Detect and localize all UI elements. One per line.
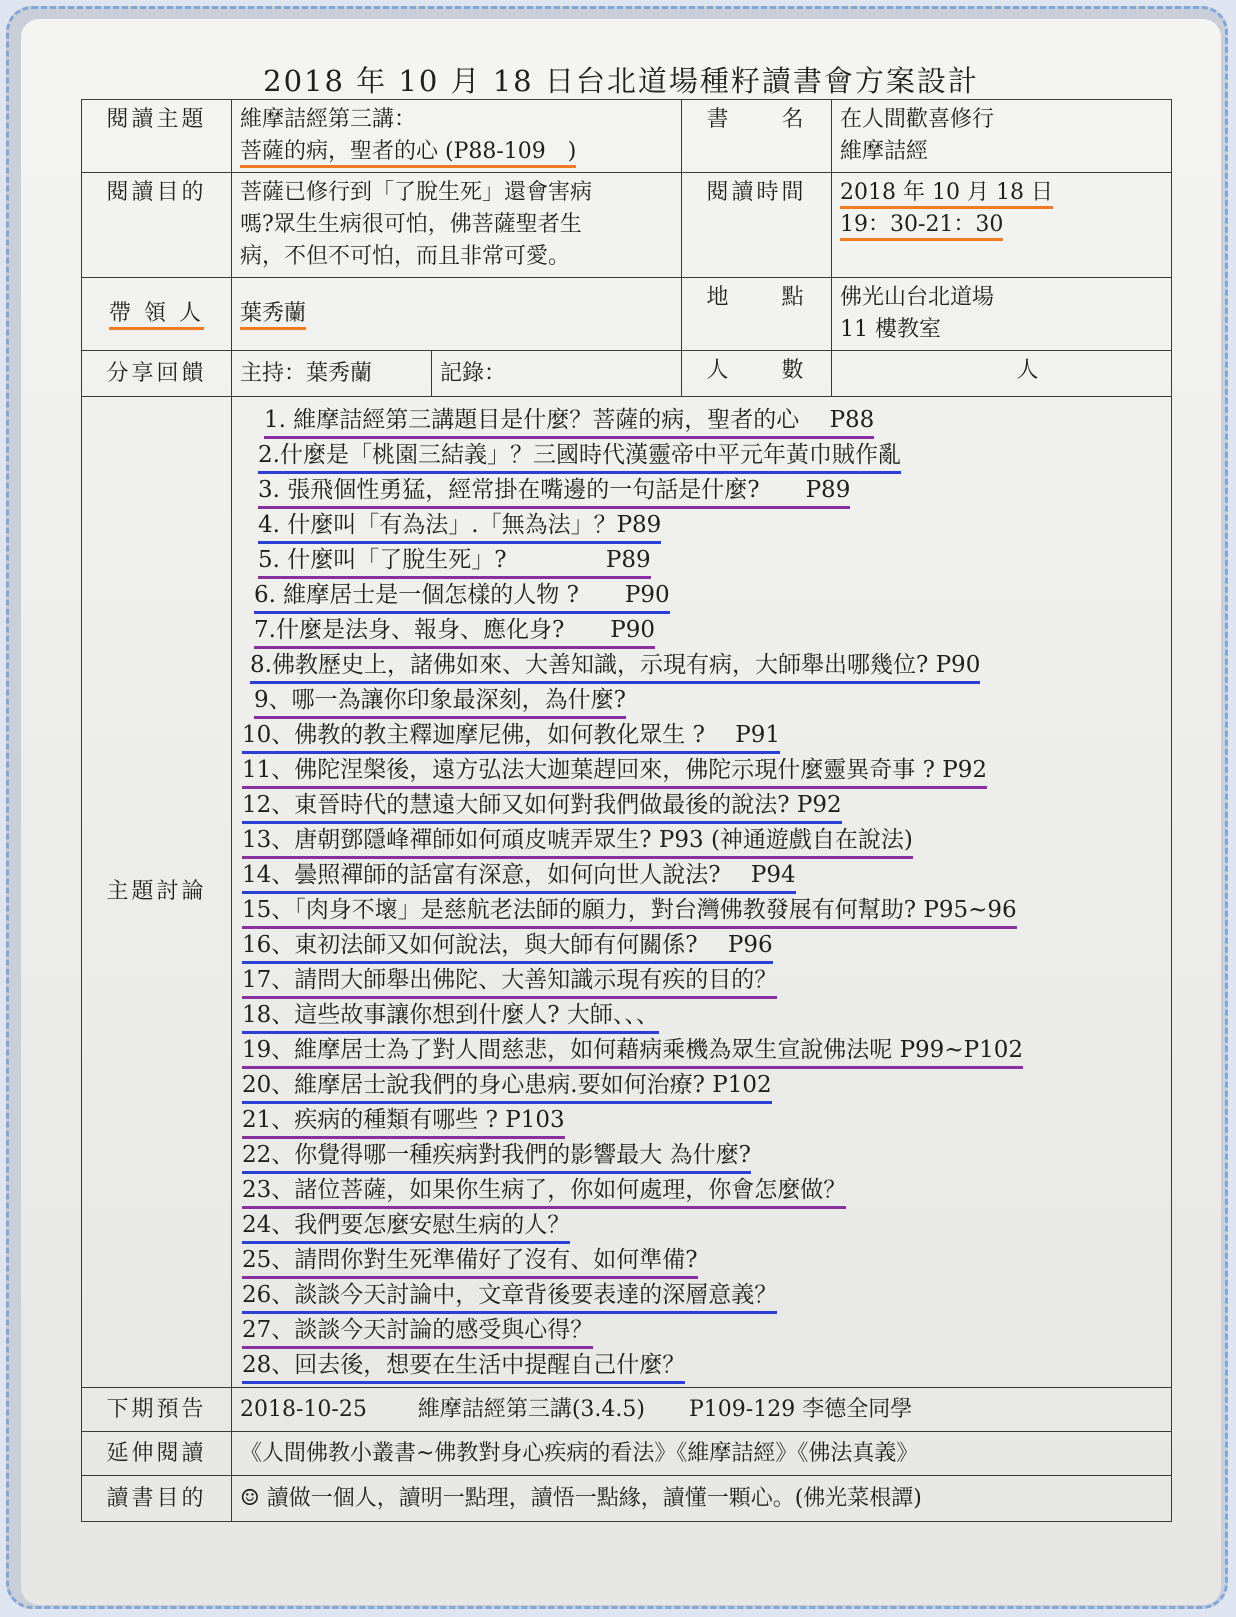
question-item xyxy=(242,963,1163,998)
question-text: 20、維摩居士說我們的身心患病.要如何治療? P102 xyxy=(242,1070,772,1104)
question-item xyxy=(242,1348,1163,1383)
question-item xyxy=(242,928,1163,963)
reading-purpose-label: 閱讀目的 xyxy=(82,173,232,278)
reading-topic-line2: 菩薩的病，聖者的心 (P88-109 ) xyxy=(240,139,576,168)
question-text: 22、你覺得哪一種疾病對我們的影響最大 為什麼? xyxy=(242,1140,751,1174)
extended-reading-label: 延伸閱讀 xyxy=(82,1432,232,1476)
question-text: 18、這些故事讓你想到什麼人? 大師、、、 xyxy=(242,1000,659,1034)
question-item xyxy=(242,1068,1163,1103)
question-text: 2.什麼是「桃園三結義」？三國時代漢靈帝中平元年黃巾賊作亂 xyxy=(258,440,901,474)
leader-label xyxy=(82,278,232,351)
plan-table xyxy=(81,99,1172,1522)
reading-time-label: 閱讀時間 xyxy=(682,173,832,278)
question-text: 1. 維摩詰經第三講題目是什麼？菩薩的病，聖者的心 P88 xyxy=(264,405,874,439)
question-item xyxy=(242,893,1163,928)
question-item xyxy=(242,1033,1163,1068)
attendance-value: 人 xyxy=(832,351,1172,397)
question-text: 7.什麼是法身、報身、應化身? P90 xyxy=(254,615,655,649)
question-text: 21、疾病的種類有哪些 ? P103 xyxy=(242,1105,565,1139)
question-text: 17、請問大師舉出佛陀、大善知識示現有疾的目的？ xyxy=(242,965,777,999)
book-name-value xyxy=(832,100,1172,173)
question-item xyxy=(242,1278,1163,1313)
topics-list xyxy=(232,397,1172,1388)
question-text: 9、哪一為讓你印象最深刻，為什麼? xyxy=(254,685,626,719)
study-purpose-label: 讀書目的 xyxy=(82,1476,232,1522)
question-text: 13、唐朝鄧隱峰禪師如何頑皮唬弄眾生? P93 (神通遊戲自在說法) xyxy=(242,825,913,859)
question-text: 19、維摩居士為了對人間慈悲，如何藉病乘機為眾生宣說佛法呢 P99~P102 xyxy=(242,1035,1023,1069)
question-item xyxy=(242,578,1163,613)
study-purpose-value: ☺ 讀做一個人，讀明一點理，讀悟一點緣，讀懂一顆心。(佛光菜根譚) xyxy=(232,1476,1172,1522)
location-value xyxy=(832,278,1172,351)
reading-purpose-value xyxy=(232,173,682,278)
question-text: 23、諸位菩薩，如果你生病了，你如何處理，你會怎麼做？ xyxy=(242,1175,846,1209)
question-text: 15、「肉身不壞」是慈航老法師的願力，對台灣佛教發展有何幫助? P95~96 xyxy=(242,895,1017,929)
book-name-line1: 在人間歡喜修行 xyxy=(840,107,995,132)
reading-topic-value xyxy=(232,100,682,173)
photo-frame xyxy=(6,6,1228,1609)
question-item xyxy=(242,508,1163,543)
document-title: 2018 年 10 月 18 日台北道場種籽讀書會方案設計 xyxy=(263,64,979,98)
question-text: 25、請問你對生死準備好了沒有、如何準備? xyxy=(242,1245,698,1279)
location-label: 地 點 xyxy=(682,278,832,351)
question-text: 16、東初法師又如何說法，與大師有何關係? P96 xyxy=(242,930,773,964)
attendance-label: 人 數 xyxy=(682,351,832,397)
leader-value xyxy=(232,278,682,351)
question-item xyxy=(242,1103,1163,1138)
book-name-line2: 維摩詰經 xyxy=(840,139,929,164)
leader-label-text: 帶 領 人 xyxy=(109,301,204,330)
reading-purpose-line2: 嗎?眾生生病很可怕，佛菩薩聖者生 xyxy=(240,212,582,237)
location-line2: 11 樓教室 xyxy=(840,317,942,342)
question-item xyxy=(242,823,1163,858)
question-item xyxy=(242,473,1163,508)
question-text: 6. 維摩居士是一個怎樣的人物 ? P90 xyxy=(254,580,670,614)
question-item xyxy=(242,613,1163,648)
question-item xyxy=(242,858,1163,893)
reading-time-date: 2018 年 10 月 18 日 xyxy=(840,180,1053,209)
question-item xyxy=(242,1173,1163,1208)
location-line1: 佛光山台北道場 xyxy=(840,285,995,310)
question-text: 8.佛教歷史上，諸佛如來、大善知識，示現有病，大師舉出哪幾位? P90 xyxy=(250,650,980,684)
reading-time-hours: 19：30-21：30 xyxy=(840,212,1003,241)
question-item xyxy=(242,753,1163,788)
question-text: 27、談談今天討論的感受與心得？ xyxy=(242,1315,593,1349)
question-item xyxy=(242,1243,1163,1278)
reading-purpose-line3: 病，不但不可怕，而且非常可愛。 xyxy=(240,244,571,269)
question-text: 3. 張飛個性勇猛，經常掛在嘴邊的一句話是什麼? P89 xyxy=(258,475,850,509)
question-item xyxy=(242,403,1163,438)
question-item xyxy=(242,683,1163,718)
host-value: 主持：葉秀蘭 xyxy=(232,351,432,397)
question-text: 28、回去後，想要在生活中提醒自己什麼？ xyxy=(242,1350,685,1384)
question-item xyxy=(242,718,1163,753)
reading-topic-label: 閱讀主題 xyxy=(82,100,232,173)
question-item xyxy=(242,543,1163,578)
question-text: 24、我們要怎麼安慰生病的人？ xyxy=(242,1210,570,1244)
next-preview-label: 下期預告 xyxy=(82,1388,232,1432)
question-text: 10、佛教的教主釋迦摩尼佛，如何教化眾生 ? P91 xyxy=(242,720,780,754)
next-preview-value: 2018-10-25 維摩詰經第三講(3.4.5) P109-129 李德全同學 xyxy=(232,1388,1172,1432)
book-name-label: 書 名 xyxy=(682,100,832,173)
question-text: 11、佛陀涅槃後，遠方弘法大迦葉趕回來，佛陀示現什麼靈異奇事 ? P92 xyxy=(242,755,987,789)
question-text: 26、談談今天討論中，文章背後要表達的深層意義？ xyxy=(242,1280,777,1314)
leader-name: 葉秀蘭 xyxy=(240,301,306,330)
question-item xyxy=(242,648,1163,683)
question-item xyxy=(242,1313,1163,1348)
recorder-value: 記錄： xyxy=(432,351,682,397)
question-item xyxy=(242,1138,1163,1173)
question-text: 12、東晉時代的慧遠大師又如何對我們做最後的說法? P92 xyxy=(242,790,842,824)
topics-label: 主題討論 xyxy=(82,397,232,1388)
paper-sheet xyxy=(21,19,1221,1605)
reading-purpose-line1: 菩薩已修行到「了脫生死」還會害病 xyxy=(240,180,593,205)
question-text: 4. 什麼叫「有為法」.「無為法」？P89 xyxy=(258,510,661,544)
reading-topic-line1: 維摩詰經第三講： xyxy=(240,107,417,132)
question-item xyxy=(242,788,1163,823)
question-item xyxy=(242,998,1163,1033)
question-text: 14、曇照禪師的話富有深意，如何向世人說法? P94 xyxy=(242,860,796,894)
extended-reading-value: 《人間佛教小叢書~佛教對身心疾病的看法》《維摩詰經》《佛法真義》 xyxy=(232,1432,1172,1476)
feedback-label: 分享回饋 xyxy=(82,351,232,397)
question-text: 5. 什麼叫「了脫生死」? P89 xyxy=(258,545,651,579)
reading-time-value xyxy=(832,173,1172,278)
question-item xyxy=(242,1208,1163,1243)
question-item xyxy=(242,438,1163,473)
